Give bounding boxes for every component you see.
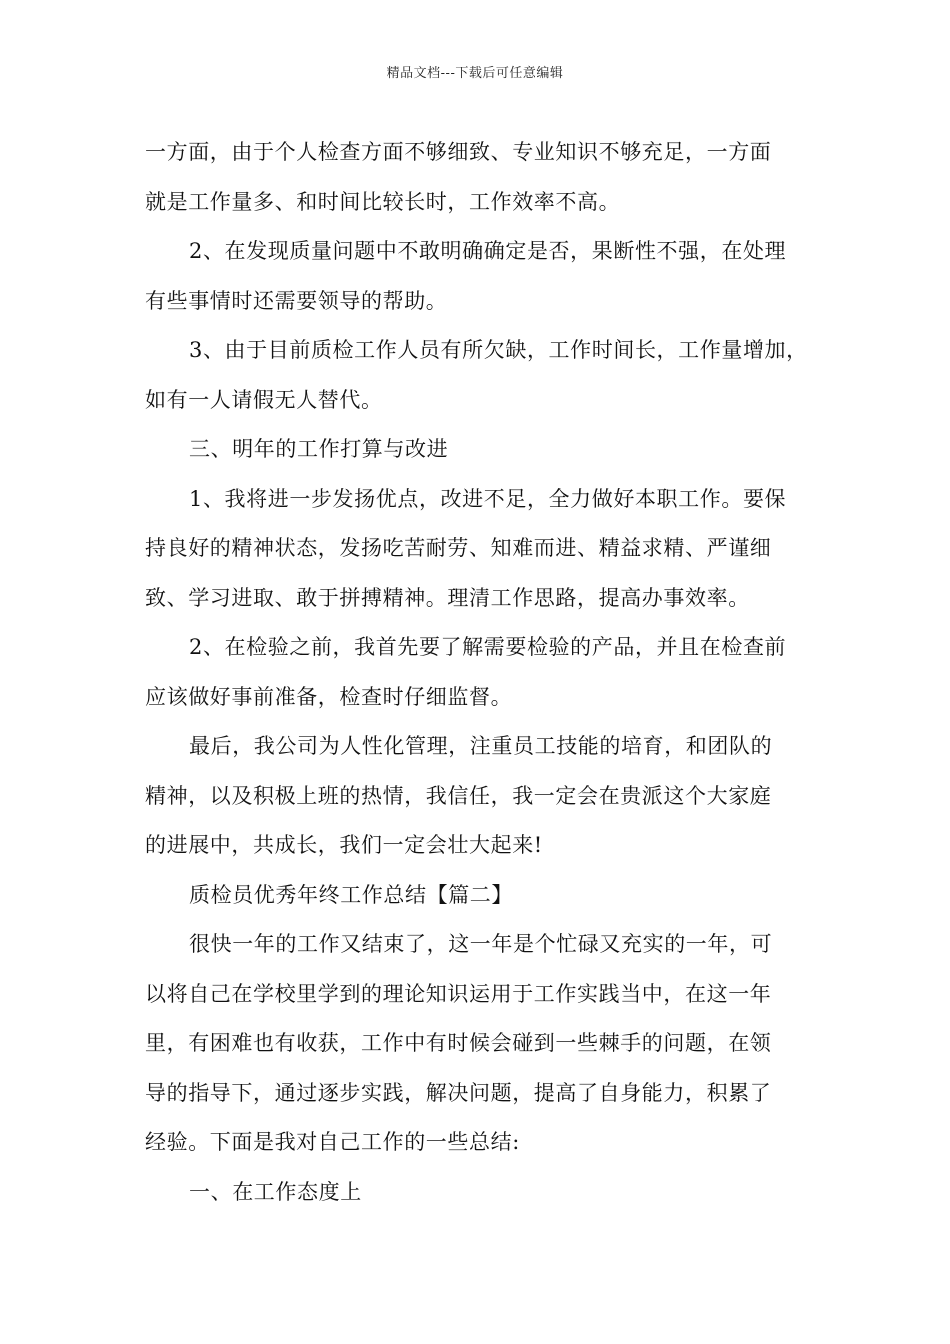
text-line: 持良好的精神状态，发扬吃苦耐劳、知难而进、精益求精、严谨细 <box>145 536 772 560</box>
text-line: 如有一人请假无人替代。 <box>145 387 383 412</box>
section-heading: 一、在工作态度上 <box>189 1179 362 1204</box>
text-line: 一方面，由于个人检查方面不够细致、专业知识不够充足，一方面 <box>145 140 772 164</box>
page-header: 精品文档---下载后可任意编辑 <box>386 66 564 81</box>
text-line: 2、在检验之前，我首先要了解需要检验的产品，并且在检查前 <box>189 635 787 659</box>
text-line: 导的指导下，通过逐步实践，解决问题，提高了自身能力，积累了 <box>145 1080 772 1105</box>
article-title: 质检员优秀年终工作总结【篇二】 <box>189 882 513 907</box>
text-line: 最后，我公司为人性化管理，注重员工技能的培育，和团队的 <box>189 734 773 758</box>
text-line: 3、由于目前质检工作人员有所欠缺，工作时间长，工作量增加， <box>189 338 808 362</box>
text-line: 1、我将进一步发扬优点，改进不足，全力做好本职工作。要保 <box>189 486 787 511</box>
text-line: 经验。下面是我对自己工作的一些总结: <box>145 1130 520 1154</box>
text-line: 精神，以及积极上班的热情，我信任，我一定会在贵派这个大家庭 <box>145 783 772 808</box>
text-line: 应该做好事前准备，检查时仔细监督。 <box>145 684 513 709</box>
document-body <box>145 128 808 1217</box>
text-line: 有些事情时还需要领导的帮助。 <box>145 288 448 313</box>
text-line: 的进展中，共成长，我们一定会壮大起来! <box>145 833 543 857</box>
text-line: 2、在发现质量问题中不敢明确确定是否，果断性不强，在处理 <box>189 239 787 263</box>
text-line: 以将自己在学校里学到的理论知识运用于工作实践当中，在这一年 <box>145 981 772 1006</box>
text-line: 里，有困难也有收获，工作中有时候会碰到一些棘手的问题，在领 <box>145 1031 772 1055</box>
text-line: 致、学习进取、敢于拼搏精神。理清工作思路，提高办事效率。 <box>145 585 750 610</box>
section-heading: 三、明年的工作打算与改进 <box>189 437 449 461</box>
text-line: 很快一年的工作又结束了，这一年是个忙碌又充实的一年，可 <box>189 932 773 956</box>
text-line: 就是工作量多、和时间比较长时，工作效率不高。 <box>145 189 621 214</box>
